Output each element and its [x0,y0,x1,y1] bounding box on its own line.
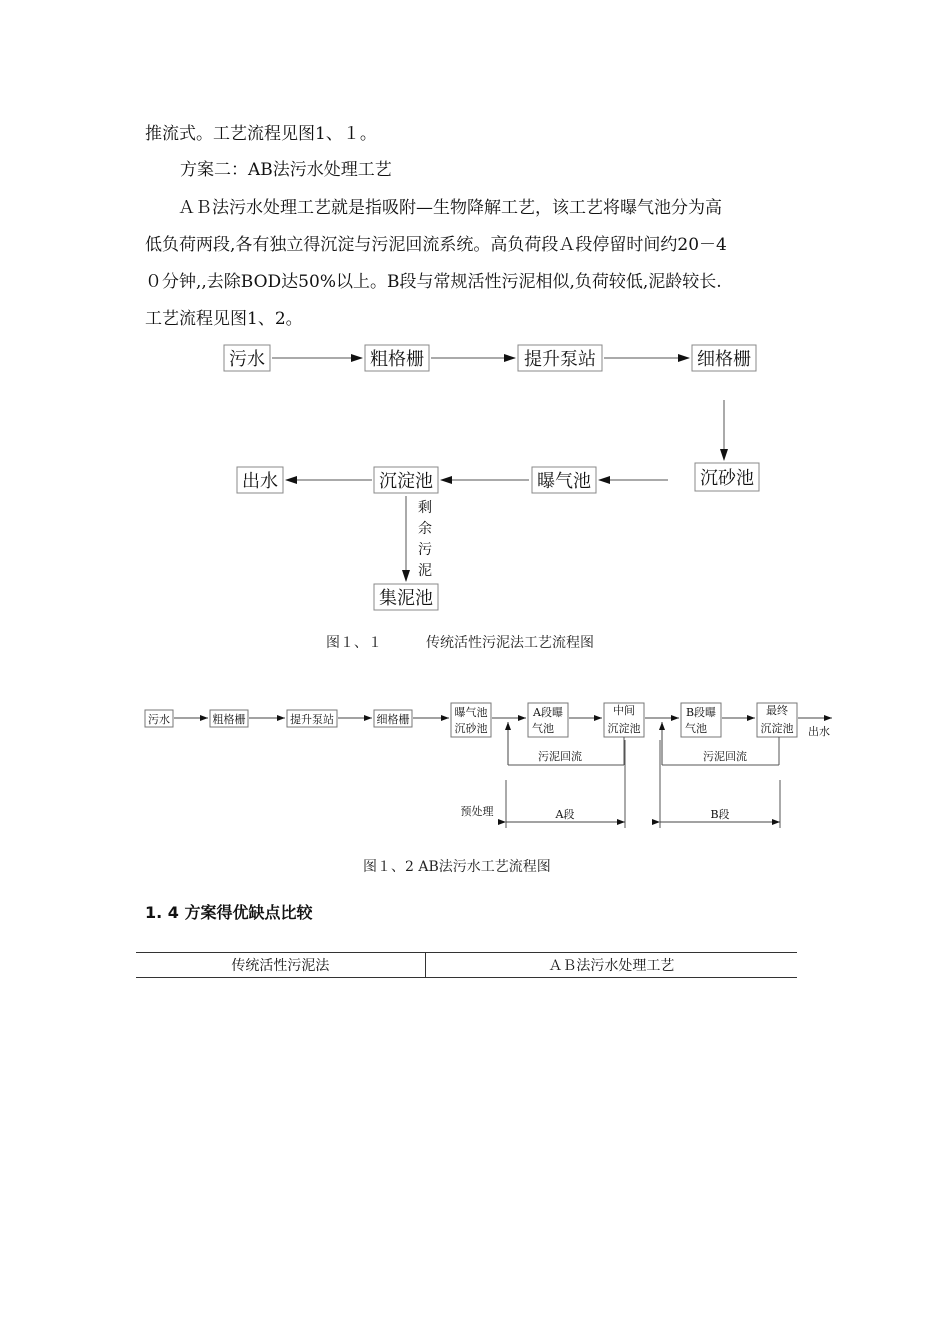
paragraph-line-4: 低负荷两段,各有独立得沉淀与污泥回流系统。高负荷段Ａ段停留时间约20－4 [145,235,727,255]
paragraph-line-6: 工艺流程见图1、2。 [145,309,303,329]
node-fine-screen: 细格栅 [697,349,751,370]
excess-sludge-char-3: 污 [418,542,432,558]
stage-b-label: B段 [710,808,730,821]
table-header-conventional: 传统活性污泥法 [136,953,425,978]
node-sludge-tank: 集泥池 [379,588,433,609]
node2-coarse-screen: 粗格栅 [212,713,246,726]
node2-final-line2: 沉淀池 [760,722,794,735]
node-aeration-tank: 曝气池 [537,471,591,492]
node2-a-aer-line1: A段曝 [533,706,563,719]
figure-1-caption-title: 传统活性污泥法工艺流程图 [426,635,594,651]
paragraph-line-3: ＡＢ法污水处理工艺就是指吸附—生物降解工艺，该工艺将曝气池分为高 [178,198,722,218]
excess-sludge-char-1: 剩 [418,500,432,516]
paragraph-line-2: 方案二：AB法污水处理工艺 [180,160,392,180]
comparison-table [136,952,797,978]
node2-mid-line1: 中间 [613,704,635,717]
node-sewage: 污水 [229,349,265,370]
return-sludge-a-label: 污泥回流 [538,750,582,763]
node-coarse-screen: 粗格栅 [370,349,424,370]
node2-pump-station: 提升泵站 [290,713,334,726]
excess-sludge-char-2: 余 [418,521,432,537]
node-settling-tank: 沉淀池 [379,471,433,492]
node2-a-aer-line2: 气池 [532,722,554,735]
node-grit-chamber: 沉砂池 [700,468,754,489]
node-pump-station: 提升泵站 [524,349,596,370]
node2-final-line1: 最终 [766,704,788,717]
figure-1-caption-number: 图１、１ [326,635,382,651]
section-heading: 1. 4 方案得优缺点比较 [145,903,313,922]
node2-mid-line2: 沉淀池 [607,722,641,735]
table-header-ab-process: ＡＢ法污水处理工艺 [425,953,797,978]
node-effluent: 出水 [242,471,278,492]
paragraph-line-5: ０分钟,,去除BOD达50%以上。B段与常规活性污泥相似,负荷较低,泥龄较长. [145,272,722,292]
stage-a-label: A段 [555,808,575,821]
figure-2-caption: 图１、2 AB法污水工艺流程图 [363,859,551,875]
node2-pre-line1: 曝气池 [454,706,488,719]
node2-b-aer-line1: B段曝 [685,706,717,719]
paragraph-line-1: 推流式。工艺流程见图1、１。 [145,124,377,144]
node2-effluent: 出水 [808,725,830,738]
excess-sludge-char-4: 泥 [418,563,432,579]
node2-fine-screen: 细格栅 [376,713,410,726]
return-sludge-b-label: 污泥回流 [703,750,747,763]
node2-pre-line2: 沉砂池 [454,722,488,735]
node2-sewage: 污水 [148,713,170,726]
node2-b-aer-line2: 气池 [685,722,707,735]
table-header-row [136,953,797,978]
pretreatment-label: 预处理 [460,805,494,818]
